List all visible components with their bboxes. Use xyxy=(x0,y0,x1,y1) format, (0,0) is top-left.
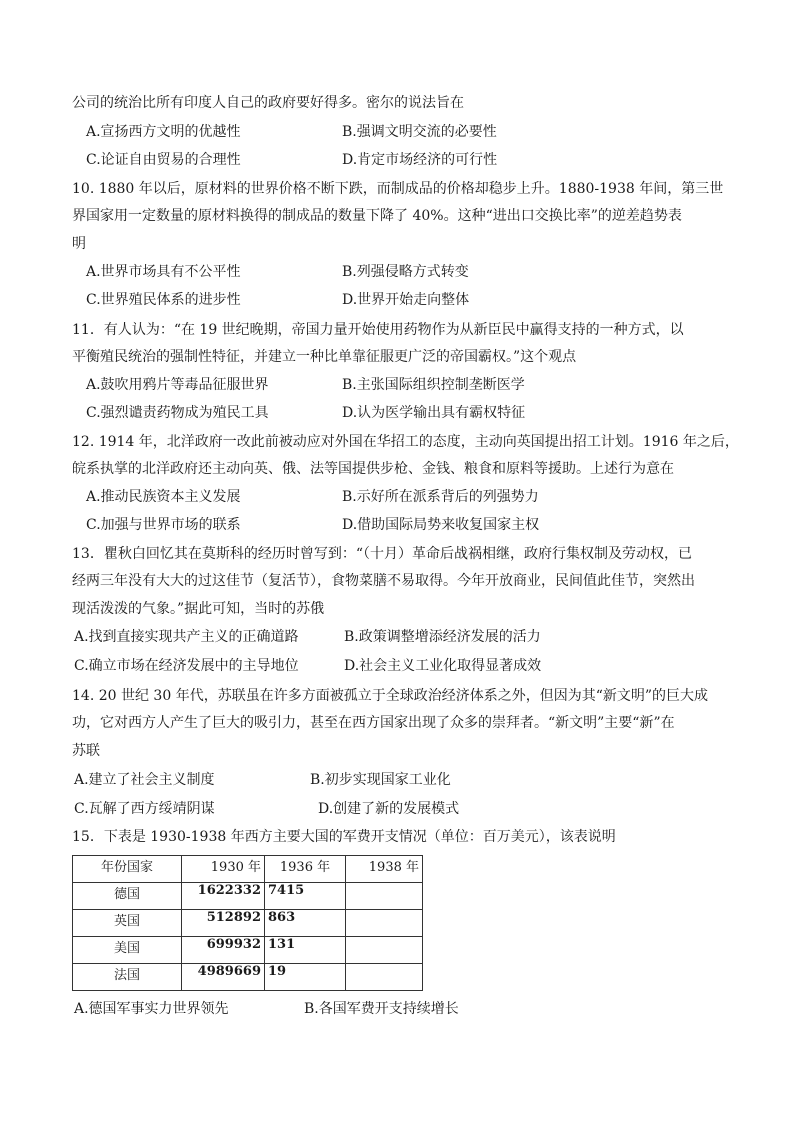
q10-option-d: D.世界开始走向整体 xyxy=(342,292,470,308)
table-header-cell: 年份国家 xyxy=(73,856,182,883)
military-spending-table xyxy=(72,855,423,991)
q10-stem-line-2: 界国家用一定数量的原材料换得的制成品的数量下降了 40%。这种“进出口交换比率”的逆差趋势表 xyxy=(72,208,682,224)
q9-stem-tail: 公司的统治比所有印度人自己的政府要好得多。密尔的说法旨在 xyxy=(72,95,464,111)
q10-option-c: C.世界殖民体系的进步性 xyxy=(86,292,241,308)
q10-stem-line-3: 明 xyxy=(72,236,86,252)
q13-option-a: A.找到直接实现共产主义的正确道路 xyxy=(74,629,299,645)
table-cell xyxy=(346,883,423,910)
table-cell: 131 xyxy=(265,937,346,964)
q13-option-d: D.社会主义工业化取得显著成效 xyxy=(344,658,542,674)
q11-stem-line-2: 平衡殖民统治的强制性特征，并建立一种比单靠征服更广泛的帝国霸权。”这个观点 xyxy=(72,349,577,365)
table-cell xyxy=(346,964,423,991)
q12-option-a: A.推动民族资本主义发展 xyxy=(86,489,241,505)
q11-stem-line-1: 11．有人认为：“在 19 世纪晚期，帝国力量开始使用药物作为从新臣民中赢得支持的一种方式，以 xyxy=(72,322,684,338)
q9-option-d: D.肯定市场经济的可行性 xyxy=(342,152,498,168)
q10-stem-line-1: 10. 1880 年以后，原材料的世界价格不断下跌，而制成品的价格却稳步上升。1880-1938 年间，第三世 xyxy=(72,181,724,197)
q9-option-c: C.论证自由贸易的合理性 xyxy=(86,152,241,168)
q9-option-b: B.强调文明交流的必要性 xyxy=(342,124,497,140)
table-row xyxy=(73,910,423,937)
table-cell-country: 美国 xyxy=(73,937,182,964)
q14-option-d: D.创建了新的发展模式 xyxy=(318,801,460,817)
table-cell: 19 xyxy=(265,964,346,991)
table-row xyxy=(73,883,423,910)
table-header-row xyxy=(73,856,423,883)
q14-stem-line-3: 苏联 xyxy=(72,743,100,759)
q11-option-b: B.主张国际组织控制垄断医学 xyxy=(342,377,525,393)
q14-option-b: B.初步实现国家工业化 xyxy=(310,772,451,788)
table-row xyxy=(73,937,423,964)
table-header-cell: 1930 年 xyxy=(182,856,265,883)
q13-option-c: C.确立市场在经济发展中的主导地位 xyxy=(74,658,299,674)
q13-stem-line-2: 经两三年没有大大的过这佳节（复活节），食物菜膳不易取得。今年开放商业，民间值此佳节，突然出 xyxy=(72,573,695,589)
table-header-cell: 1938 年 xyxy=(346,856,423,883)
q9-option-a: A.宣扬西方文明的优越性 xyxy=(86,124,241,140)
q14-stem-line-1: 14. 20 世纪 30 年代，苏联虽在许多方面被孤立于全球政治经济体系之外，但因为其“新文明”的巨大成 xyxy=(72,688,709,704)
table-cell-country: 法国 xyxy=(73,964,182,991)
q15-option-b: B.各国军费开支持续增长 xyxy=(304,1001,459,1017)
q10-option-b: B.列强侵略方式转变 xyxy=(342,264,469,280)
q10-option-a: A.世界市场具有不公平性 xyxy=(86,264,241,280)
table-cell-country: 英国 xyxy=(73,910,182,937)
table-cell-country: 德国 xyxy=(73,883,182,910)
q11-option-a: A.鼓吹用鸦片等毒品征服世界 xyxy=(86,377,269,393)
table-row xyxy=(73,964,423,991)
q14-stem-line-2: 功，它对西方人产生了巨大的吸引力，甚至在西方国家出现了众多的崇拜者。“新文明”主要“新”在 xyxy=(72,715,675,731)
table-cell: 699932 xyxy=(182,937,265,964)
q12-option-d: D.借助国际局势来收复国家主权 xyxy=(342,517,540,533)
q15-option-a: A.德国军事实力世界领先 xyxy=(74,1001,229,1017)
table-cell: 7415 xyxy=(265,883,346,910)
q12-option-b: B.示好所在派系背后的列强势力 xyxy=(342,489,539,505)
table-header-cell: 1936 年 xyxy=(265,856,346,883)
table-cell: 863 xyxy=(265,910,346,937)
q11-option-c: C.强烈谴责药物成为殖民工具 xyxy=(86,405,269,421)
q12-stem-line-2: 皖系执掌的北洋政府还主动向英、俄、法等国提供步枪、金钱、粮食和原料等援助。上述行为意在 xyxy=(72,461,674,477)
q12-option-c: C.加强与世界市场的联系 xyxy=(86,517,241,533)
q14-option-a: A.建立了社会主义制度 xyxy=(74,772,215,788)
table-cell: 4989669 xyxy=(182,964,265,991)
q13-stem-line-3: 现活泼泼的气象。”据此可知，当时的苏俄 xyxy=(72,601,325,617)
q11-option-d: D.认为医学输出具有霸权特征 xyxy=(342,405,526,421)
table-cell xyxy=(346,937,423,964)
q12-stem-line-1: 12. 1914 年，北洋政府一改此前被动应对外国在华招工的态度，主动向英国提出招工计划。1916 年之后， xyxy=(72,434,739,450)
table-cell xyxy=(346,910,423,937)
q13-stem-line-1: 13．瞿秋白回忆其在莫斯科的经历时曾写到：“（十月）革命后战祸相继，政府行集权制及劳动权，已 xyxy=(72,546,692,562)
q13-option-b: B.政策调整增添经济发展的活力 xyxy=(344,629,541,645)
q15-stem: 15．下表是 1930-1938 年西方主要大国的军费开支情况（单位：百万美元），该表说明 xyxy=(72,829,616,845)
table-cell: 512892 xyxy=(182,910,265,937)
q14-option-c: C.瓦解了西方绥靖阴谋 xyxy=(74,801,215,817)
table-cell: 1622332 xyxy=(182,883,265,910)
